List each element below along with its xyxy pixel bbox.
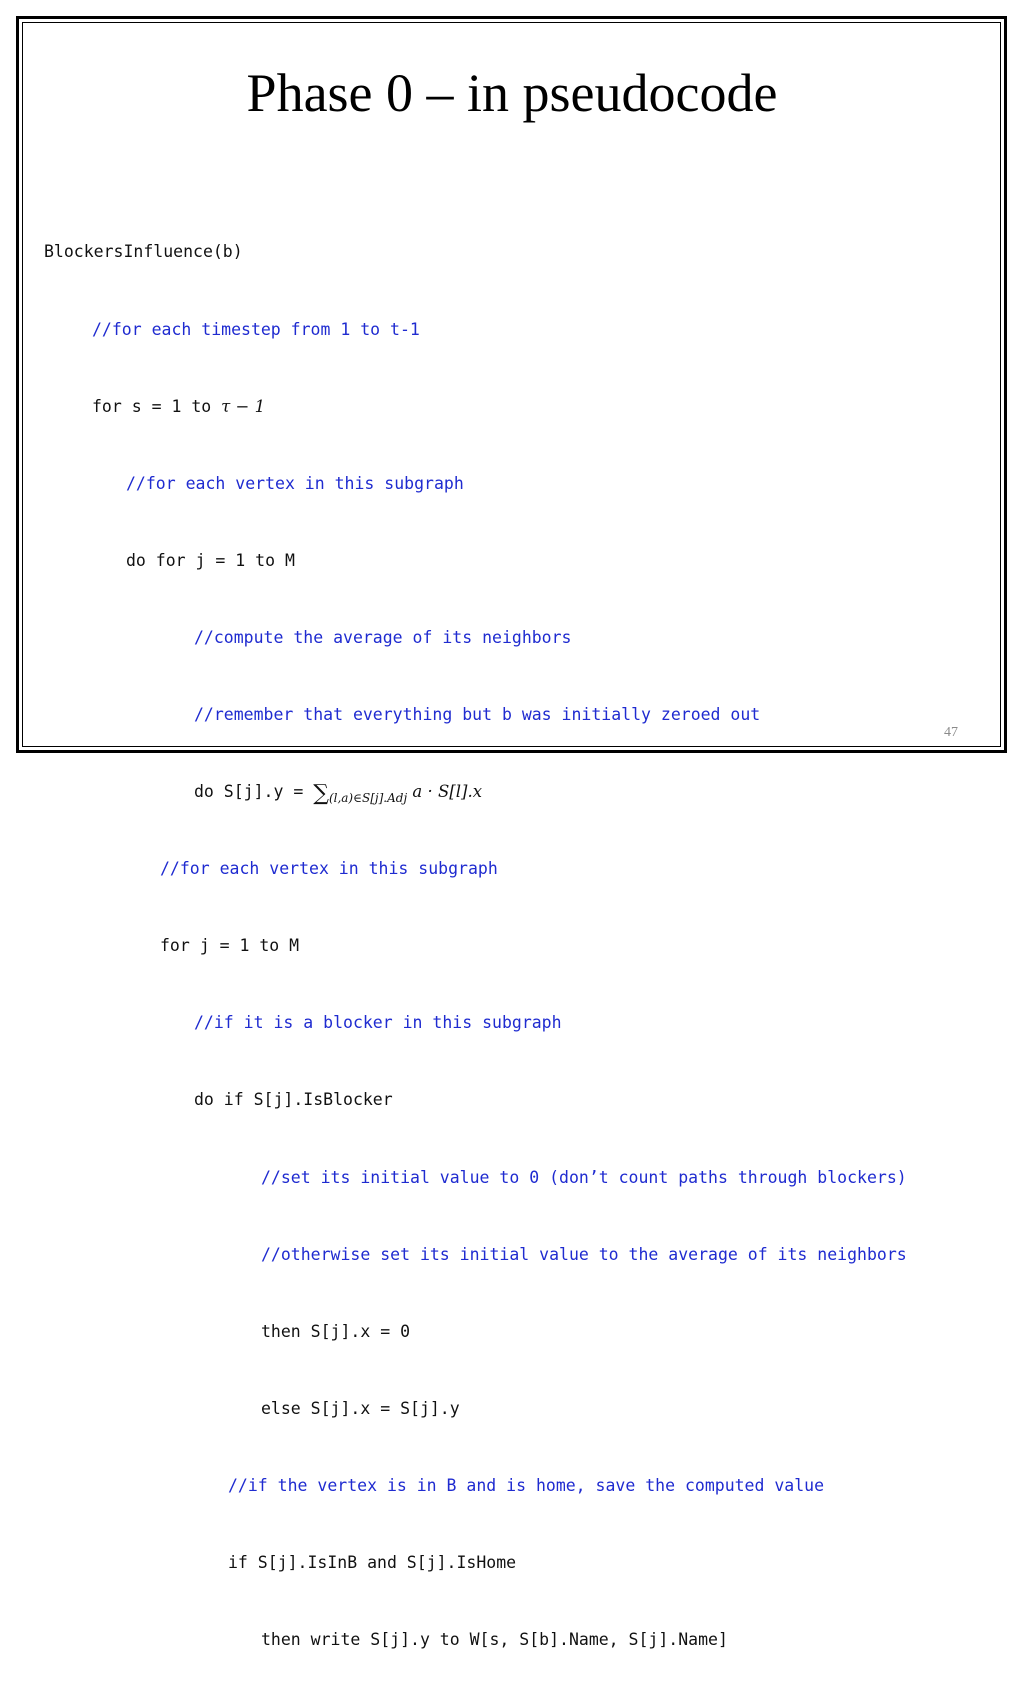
code-comment: //set its initial value to 0 (don’t count paths through blockers) <box>261 1167 907 1187</box>
math-expression: τ − 1 <box>221 396 266 416</box>
code-line: then write S[j].y to W[s, S[b].Name, S[j].Name] <box>261 1630 728 1650</box>
page-number: 47 <box>944 725 958 740</box>
code-line: do if S[j].IsBlocker <box>194 1090 393 1110</box>
code-line: else S[j].x = S[j].y <box>261 1398 460 1418</box>
code-line: for s = 1 to τ − 1 <box>92 396 266 416</box>
sum-subscript: (l,a)∈S[j].Adj <box>328 791 408 806</box>
code-comment: //if it is a blocker in this subgraph <box>194 1013 562 1033</box>
code-line: BlockersInfluence(b) <box>44 242 243 262</box>
sum-symbol: ∑ <box>313 781 329 807</box>
code-comment: //if the vertex is in B and is home, save the computed value <box>228 1475 825 1495</box>
code-line: for j = 1 to M <box>160 936 300 956</box>
code-line: do for j = 1 to M <box>126 550 295 570</box>
code-line: if S[j].IsInB and S[j].IsHome <box>228 1553 517 1572</box>
code-comment: //for each timestep from 1 to t-1 <box>92 319 420 339</box>
slide-title: Phase 0 – in pseudocode <box>246 63 778 123</box>
code-comment: //for each vertex in this subgraph <box>126 473 464 493</box>
code-comment: //compute the average of its neighbors <box>194 627 572 647</box>
code-comment: //remember that everything but b was initially zeroed out <box>194 704 761 724</box>
code-comment: //otherwise set its initial value to the average of its neighbors <box>261 1244 907 1264</box>
code-line: do $S[j].y = \sum_{(l,a)\in S[j].Adj}$ a · S[l].x <box>194 781 483 807</box>
code-line: then S[j].x = 0 <box>261 1321 411 1341</box>
code-comment: //for each vertex in this subgraph <box>160 859 498 879</box>
pseudocode-block <box>44 188 907 1704</box>
math-expression: a · S[l].x <box>407 782 483 802</box>
